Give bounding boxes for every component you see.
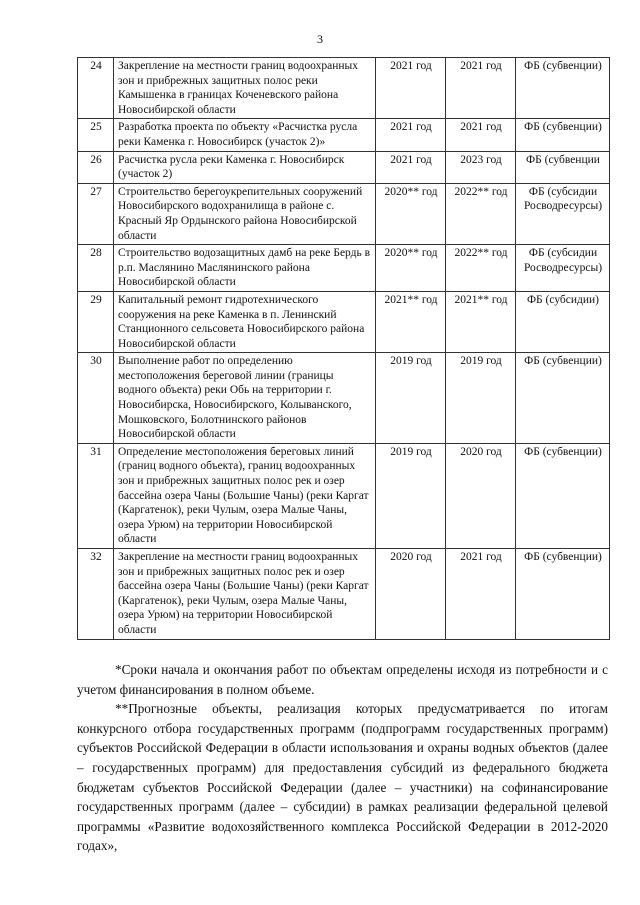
start-date-cell: 2021** год [376, 291, 446, 352]
table-row [78, 183, 610, 244]
start-date-cell: 2020** год [376, 183, 446, 244]
work-name-cell: Расчистка русла реки Каменка г. Новосибирск (участок 2) [114, 151, 376, 183]
row-number-cell: 24 [78, 58, 114, 119]
funding-source-cell: ФБ (субсидии Росводресурсы) [516, 183, 610, 244]
end-date-cell: 2019 год [446, 353, 516, 444]
row-number-cell: 25 [78, 119, 114, 151]
funding-source-cell: ФБ (субсидии Росводресурсы) [516, 245, 610, 292]
row-number-cell: 27 [78, 183, 114, 244]
end-date-cell: 2021 год [446, 119, 516, 151]
works-table [77, 57, 610, 640]
funding-source-cell: ФБ (субвенции) [516, 443, 610, 548]
funding-source-cell: ФБ (субвенции [516, 151, 610, 183]
end-date-cell: 2021 год [446, 549, 516, 640]
row-number-cell: 30 [78, 353, 114, 444]
table-row [78, 119, 610, 151]
start-date-cell: 2020 год [376, 549, 446, 640]
work-name-cell: Разработка проекта по объекту «Расчистка русла реки Каменка г. Новосибирск (участок 2)» [114, 119, 376, 151]
end-date-cell: 2022** год [446, 245, 516, 292]
table-body [78, 58, 610, 640]
funding-source-cell: ФБ (субсидии) [516, 291, 610, 352]
table-row [78, 245, 610, 292]
funding-source-cell: ФБ (субвенции) [516, 119, 610, 151]
row-number-cell: 29 [78, 291, 114, 352]
work-name-cell: Выполнение работ по определению местоположения береговой линии (границы водного объекта) реки Обь на территории г. Новосибирска, Новосибирского, Колыванского, Мошковского, Болотнинского районов Новосибирской области [114, 353, 376, 444]
row-number-cell: 32 [78, 549, 114, 640]
page-number: 3 [317, 32, 323, 46]
start-date-cell: 2021 год [376, 151, 446, 183]
end-date-cell: 2021 год [446, 58, 516, 119]
table-row [78, 353, 610, 444]
table-row [78, 443, 610, 548]
start-date-cell: 2019 год [376, 353, 446, 444]
work-name-cell: Закрепление на местности границ водоохранных зон и прибрежных защитных полос рек и озер бассейна озера Чаны (Большие Чаны) (реки Каргат (Каргатенок), реки Чулым, озера Малые Чаны, озера Урюм) на территории Новосибирской области [114, 549, 376, 640]
start-date-cell: 2019 год [376, 443, 446, 548]
footnote-single-asterisk: *Сроки начала и окончания работ по объектам определены исходя из потребности и с учетом финансирования в полном объеме. [77, 662, 608, 697]
table-row [78, 291, 610, 352]
end-date-cell: 2020 год [446, 443, 516, 548]
row-number-cell: 26 [78, 151, 114, 183]
end-date-cell: 2022** год [446, 183, 516, 244]
work-name-cell: Строительство берегоукрепительных сооружений Новосибирского водохранилища в районе с. Красный Яр Ордынского района Новосибирской области [114, 183, 376, 244]
start-date-cell: 2021 год [376, 119, 446, 151]
work-name-cell: Капитальный ремонт гидротехнического сооружения на реке Каменка в п. Ленинский Станционного сельсовета Новосибирского района Новосибирской области [114, 291, 376, 352]
end-date-cell: 2021** год [446, 291, 516, 352]
table-row [78, 58, 610, 119]
start-date-cell: 2020** год [376, 245, 446, 292]
funding-source-cell: ФБ (субвенции) [516, 549, 610, 640]
row-number-cell: 31 [78, 443, 114, 548]
work-name-cell: Определение местоположения береговых линий (границ водного объекта), границ водоохранных зон и прибрежных защитных полос рек и озер бассейна озера Чаны (Большие Чаны) (реки Каргат (Каргатенок), реки Чулым, озера Малые Чаны, озера Урюм) на территории Новосибирской области [114, 443, 376, 548]
end-date-cell: 2023 год [446, 151, 516, 183]
footnotes [77, 660, 608, 856]
footnote-double-asterisk: **Прогнозные объекты, реализация которых предусматривается по итогам конкурсного отбора государственных программ (подпрограмм государственных программ) субъектов Российской Федерации в области использования и охраны водных объектов (далее – государственных программ) для предоставления субсидий из федерального бюджета бюджетам субъектов Российской Федерации (далее – участники) на софинансирование государственных программ (далее – субсидии) в рамках реализации федеральной целевой программы «Развитие водохозяйственного комплекса Российской Федерации в 2012-2020 годах», [77, 701, 608, 854]
work-name-cell: Закрепление на местности границ водоохранных зон и прибрежных защитных полос реки Камышенка в границах Коченевского района Новосибирской области [114, 58, 376, 119]
table-row [78, 151, 610, 183]
table-row [78, 549, 610, 640]
work-name-cell: Строительство водозащитных дамб на реке Бердь в р.п. Маслянино Маслянинского района Новосибирской области [114, 245, 376, 292]
start-date-cell: 2021 год [376, 58, 446, 119]
funding-source-cell: ФБ (субвенции) [516, 58, 610, 119]
funding-source-cell: ФБ (субвенции) [516, 353, 610, 444]
row-number-cell: 28 [78, 245, 114, 292]
